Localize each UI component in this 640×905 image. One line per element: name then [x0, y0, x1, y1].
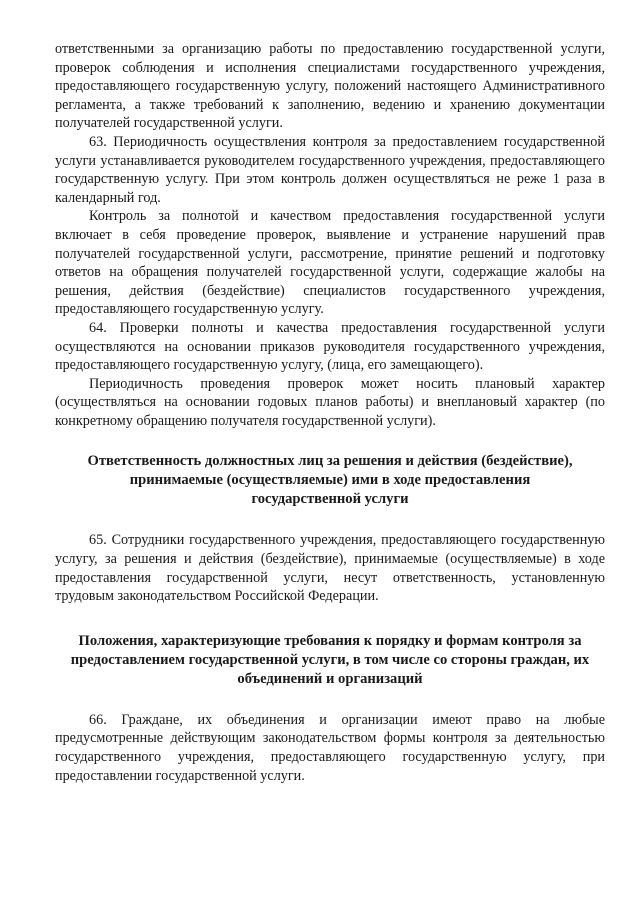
paragraph-66: 66. Граждане, их объединения и организации имеют право на любые предусмотренные действующим законодательством формы контроля за деятельностью государственного учреждения, предоставляющего государственную услугу, при предоставлении государственной услуги. — [55, 711, 605, 784]
paragraph-63: 63. Периодичность осуществления контроля за предоставлением государственной услуги устанавливается руководителем государственного учреждения, предоставляющего государственную услугу. При этом контроль должен осуществляться не реже 1 раза в календарный год. — [55, 133, 605, 206]
heading-line: государственной услуги — [251, 491, 409, 508]
paragraph-65: 65. Сотрудники государственного учреждения, предоставляющего государственную услугу, за решения и действия (бездействие), принимаемые (осуществляемые) в ходе предоставления государственной услуги, несут ответственность, установленную трудовым законодательством Российской Федерации. — [55, 532, 605, 605]
heading-line: предоставлением государственной услуги, в том числе со стороны граждан, их — [70, 651, 590, 668]
paragraph-control-content: Контроль за полнотой и качеством предоставления государственной услуги включает в себя проведение проверок, выявление и устранение нарушений прав получателей государственной услуги, рассмотрение, принятие решений и подготовку ответов на обращения получателей государственной услуги, содержащие жалобы на решения, действия (бездействие) специалистов государственного учреждения, предоставляющего государственную услугу. — [55, 208, 605, 318]
section-heading-responsibility — [55, 452, 605, 509]
heading-line: принимаемые (осуществляемые) ими в ходе предоставления — [129, 472, 531, 489]
heading-line: Ответственность должностных лиц за решения и действия (бездействие), — [87, 453, 573, 470]
section-heading-control-requirements — [55, 632, 605, 689]
paragraph-64: 64. Проверки полноты и качества предоставления государственной услуги осуществляются на основании приказов руководителя государственного учреждения, предоставляющего государственную услугу, (лица, его замещающего). — [55, 319, 605, 374]
document-page — [55, 40, 605, 785]
paragraph-continuation: ответственными за организацию работы по предоставлению государственной услуги, проверок соблюдения и исполнения специалистами государственного учреждения, предоставляющего государственную услугу, положений настоящего Административного регламента, а также требований к заполнению, ведению и хранению документации получателей государственной услуги. — [55, 41, 605, 132]
paragraph-inspection-frequency: Периодичность проведения проверок может носить плановый характер (осуществляться на основании годовых планов работы) и внеплановый характер (по конкретному обращению получателя государственной услуги). — [55, 375, 605, 429]
heading-line: объединений и организаций — [237, 670, 423, 687]
heading-line: Положения, характеризующие требования к порядку и формам контроля за — [78, 632, 582, 649]
